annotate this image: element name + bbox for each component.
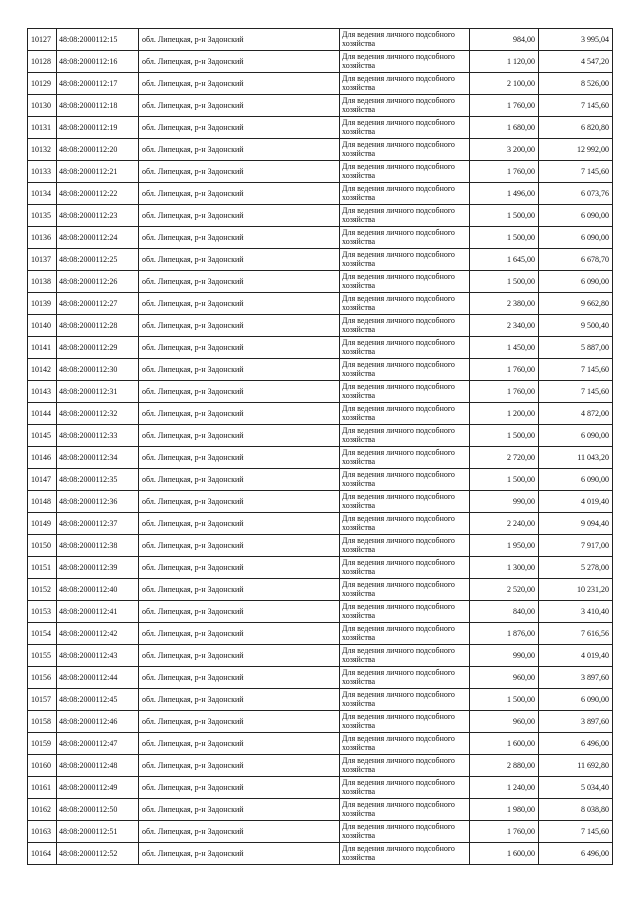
row-number-cell: 10127 [28, 29, 57, 51]
row-number-cell: 10135 [28, 205, 57, 227]
address-cell: обл. Липецкая, р-н Задонский [139, 491, 340, 513]
table-row [28, 337, 613, 359]
permitted-use-cell: Для ведения личного подсобного хозяйства [340, 117, 470, 139]
permitted-use-cell: Для ведения личного подсобного хозяйства [340, 645, 470, 667]
table-row [28, 73, 613, 95]
permitted-use-cell: Для ведения личного подсобного хозяйства [340, 733, 470, 755]
permitted-use-cell: Для ведения личного подсобного хозяйства [340, 271, 470, 293]
area-cell: 984,00 [470, 29, 539, 51]
area-cell: 1 500,00 [470, 689, 539, 711]
permitted-use-cell: Для ведения личного подсобного хозяйства [340, 579, 470, 601]
address-cell: обл. Липецкая, р-н Задонский [139, 711, 340, 733]
area-cell: 1 450,00 [470, 337, 539, 359]
table-row [28, 733, 613, 755]
address-cell: обл. Липецкая, р-н Задонский [139, 733, 340, 755]
row-number-cell: 10142 [28, 359, 57, 381]
cadastral-value-cell: 6 090,00 [539, 689, 613, 711]
row-number-cell: 10150 [28, 535, 57, 557]
address-cell: обл. Липецкая, р-н Задонский [139, 249, 340, 271]
area-cell: 1 760,00 [470, 381, 539, 403]
cadastral-value-cell: 11 692,80 [539, 755, 613, 777]
area-cell: 1 600,00 [470, 733, 539, 755]
cadastral-number-cell: 48:08:2000112:18 [57, 95, 139, 117]
area-cell: 990,00 [470, 491, 539, 513]
permitted-use-cell: Для ведения личного подсобного хозяйства [340, 139, 470, 161]
area-cell: 3 200,00 [470, 139, 539, 161]
cadastral-value-cell: 5 034,40 [539, 777, 613, 799]
address-cell: обл. Липецкая, р-н Задонский [139, 579, 340, 601]
address-cell: обл. Липецкая, р-н Задонский [139, 315, 340, 337]
cadastral-number-cell: 48:08:2000112:39 [57, 557, 139, 579]
table-row [28, 535, 613, 557]
permitted-use-cell: Для ведения личного подсобного хозяйства [340, 227, 470, 249]
cadastral-value-cell: 4 872,00 [539, 403, 613, 425]
cadastral-value-cell: 3 410,40 [539, 601, 613, 623]
table-row [28, 51, 613, 73]
permitted-use-cell: Для ведения личного подсобного хозяйства [340, 557, 470, 579]
permitted-use-cell: Для ведения личного подсобного хозяйства [340, 491, 470, 513]
area-cell: 2 880,00 [470, 755, 539, 777]
address-cell: обл. Липецкая, р-н Задонский [139, 117, 340, 139]
row-number-cell: 10140 [28, 315, 57, 337]
cadastral-value-cell: 7 145,60 [539, 821, 613, 843]
area-cell: 1 500,00 [470, 271, 539, 293]
cadastral-value-cell: 4 547,20 [539, 51, 613, 73]
row-number-cell: 10153 [28, 601, 57, 623]
document-page [27, 28, 612, 865]
permitted-use-cell: Для ведения личного подсобного хозяйства [340, 161, 470, 183]
table-row [28, 271, 613, 293]
cadastral-number-cell: 48:08:2000112:32 [57, 403, 139, 425]
permitted-use-cell: Для ведения личного подсобного хозяйства [340, 513, 470, 535]
cadastral-number-cell: 48:08:2000112:36 [57, 491, 139, 513]
row-number-cell: 10146 [28, 447, 57, 469]
table-row [28, 95, 613, 117]
permitted-use-cell: Для ведения личного подсобного хозяйства [340, 359, 470, 381]
area-cell: 1 876,00 [470, 623, 539, 645]
row-number-cell: 10161 [28, 777, 57, 799]
cadastral-value-cell: 6 090,00 [539, 425, 613, 447]
row-number-cell: 10162 [28, 799, 57, 821]
row-number-cell: 10151 [28, 557, 57, 579]
row-number-cell: 10154 [28, 623, 57, 645]
table-row [28, 689, 613, 711]
row-number-cell: 10155 [28, 645, 57, 667]
cadastral-value-cell: 7 917,00 [539, 535, 613, 557]
cadastral-number-cell: 48:08:2000112:28 [57, 315, 139, 337]
cadastral-number-cell: 48:08:2000112:52 [57, 843, 139, 865]
cadastral-number-cell: 48:08:2000112:33 [57, 425, 139, 447]
row-number-cell: 10132 [28, 139, 57, 161]
address-cell: обл. Липецкая, р-н Задонский [139, 359, 340, 381]
cadastral-number-cell: 48:08:2000112:41 [57, 601, 139, 623]
address-cell: обл. Липецкая, р-н Задонский [139, 73, 340, 95]
cadastral-value-cell: 6 073,76 [539, 183, 613, 205]
cadastral-number-cell: 48:08:2000112:17 [57, 73, 139, 95]
area-cell: 1 300,00 [470, 557, 539, 579]
cadastral-number-cell: 48:08:2000112:31 [57, 381, 139, 403]
address-cell: обл. Липецкая, р-н Задонский [139, 95, 340, 117]
table-row [28, 755, 613, 777]
table-row [28, 359, 613, 381]
cadastral-value-cell: 8 526,00 [539, 73, 613, 95]
cadastral-value-cell: 4 019,40 [539, 491, 613, 513]
area-cell: 1 760,00 [470, 161, 539, 183]
address-cell: обл. Липецкая, р-н Задонский [139, 205, 340, 227]
permitted-use-cell: Для ведения личного подсобного хозяйства [340, 425, 470, 447]
cadastral-value-cell: 6 496,00 [539, 843, 613, 865]
row-number-cell: 10147 [28, 469, 57, 491]
area-cell: 1 500,00 [470, 227, 539, 249]
address-cell: обл. Липецкая, р-н Задонский [139, 799, 340, 821]
cadastral-number-cell: 48:08:2000112:16 [57, 51, 139, 73]
permitted-use-cell: Для ведения личного подсобного хозяйства [340, 73, 470, 95]
area-cell: 1 950,00 [470, 535, 539, 557]
area-cell: 1 496,00 [470, 183, 539, 205]
cadastral-value-cell: 9 094,40 [539, 513, 613, 535]
cadastral-number-cell: 48:08:2000112:29 [57, 337, 139, 359]
area-cell: 1 760,00 [470, 359, 539, 381]
cadastral-value-cell: 9 662,80 [539, 293, 613, 315]
cadastral-number-cell: 48:08:2000112:47 [57, 733, 139, 755]
cadastral-value-cell: 12 992,00 [539, 139, 613, 161]
address-cell: обл. Липецкая, р-н Задонский [139, 403, 340, 425]
row-number-cell: 10159 [28, 733, 57, 755]
table-row [28, 249, 613, 271]
row-number-cell: 10144 [28, 403, 57, 425]
table-row [28, 161, 613, 183]
area-cell: 2 720,00 [470, 447, 539, 469]
permitted-use-cell: Для ведения личного подсобного хозяйства [340, 51, 470, 73]
address-cell: обл. Липецкая, р-н Задонский [139, 513, 340, 535]
address-cell: обл. Липецкая, р-н Задонский [139, 51, 340, 73]
area-cell: 990,00 [470, 645, 539, 667]
cadastral-value-cell: 5 887,00 [539, 337, 613, 359]
permitted-use-cell: Для ведения личного подсобного хозяйства [340, 29, 470, 51]
cadastral-number-cell: 48:08:2000112:43 [57, 645, 139, 667]
cadastral-number-cell: 48:08:2000112:19 [57, 117, 139, 139]
address-cell: обл. Липецкая, р-н Задонский [139, 271, 340, 293]
cadastral-value-cell: 7 145,60 [539, 161, 613, 183]
row-number-cell: 10164 [28, 843, 57, 865]
address-cell: обл. Липецкая, р-н Задонский [139, 161, 340, 183]
permitted-use-cell: Для ведения личного подсобного хозяйства [340, 337, 470, 359]
area-cell: 1 500,00 [470, 469, 539, 491]
cadastral-value-cell: 10 231,20 [539, 579, 613, 601]
permitted-use-cell: Для ведения личного подсобного хозяйства [340, 535, 470, 557]
area-cell: 1 600,00 [470, 843, 539, 865]
cadastral-number-cell: 48:08:2000112:20 [57, 139, 139, 161]
permitted-use-cell: Для ведения личного подсобного хозяйства [340, 447, 470, 469]
cadastral-number-cell: 48:08:2000112:38 [57, 535, 139, 557]
table-row [28, 513, 613, 535]
row-number-cell: 10137 [28, 249, 57, 271]
area-cell: 1 240,00 [470, 777, 539, 799]
cadastral-number-cell: 48:08:2000112:27 [57, 293, 139, 315]
address-cell: обл. Липецкая, р-н Задонский [139, 535, 340, 557]
row-number-cell: 10163 [28, 821, 57, 843]
area-cell: 2 340,00 [470, 315, 539, 337]
land-plots-table [27, 28, 613, 865]
address-cell: обл. Липецкая, р-н Задонский [139, 139, 340, 161]
area-cell: 1 760,00 [470, 95, 539, 117]
row-number-cell: 10129 [28, 73, 57, 95]
table-row [28, 227, 613, 249]
address-cell: обл. Липецкая, р-н Задонский [139, 623, 340, 645]
address-cell: обл. Липецкая, р-н Задонский [139, 843, 340, 865]
permitted-use-cell: Для ведения личного подсобного хозяйства [340, 95, 470, 117]
permitted-use-cell: Для ведения личного подсобного хозяйства [340, 205, 470, 227]
cadastral-value-cell: 7 145,60 [539, 359, 613, 381]
cadastral-value-cell: 7 145,60 [539, 381, 613, 403]
table-row [28, 205, 613, 227]
permitted-use-cell: Для ведения личного подсобного хозяйства [340, 689, 470, 711]
cadastral-number-cell: 48:08:2000112:24 [57, 227, 139, 249]
area-cell: 1 500,00 [470, 205, 539, 227]
row-number-cell: 10143 [28, 381, 57, 403]
area-cell: 1 200,00 [470, 403, 539, 425]
table-row [28, 645, 613, 667]
address-cell: обл. Липецкая, р-н Задонский [139, 557, 340, 579]
row-number-cell: 10130 [28, 95, 57, 117]
cadastral-value-cell: 6 090,00 [539, 227, 613, 249]
area-cell: 1 680,00 [470, 117, 539, 139]
address-cell: обл. Липецкая, р-н Задонский [139, 29, 340, 51]
cadastral-number-cell: 48:08:2000112:51 [57, 821, 139, 843]
cadastral-number-cell: 48:08:2000112:34 [57, 447, 139, 469]
row-number-cell: 10134 [28, 183, 57, 205]
cadastral-number-cell: 48:08:2000112:26 [57, 271, 139, 293]
row-number-cell: 10139 [28, 293, 57, 315]
address-cell: обл. Липецкая, р-н Задонский [139, 425, 340, 447]
address-cell: обл. Липецкая, р-н Задонский [139, 469, 340, 491]
address-cell: обл. Липецкая, р-н Задонский [139, 821, 340, 843]
address-cell: обл. Липецкая, р-н Задонский [139, 447, 340, 469]
cadastral-number-cell: 48:08:2000112:21 [57, 161, 139, 183]
cadastral-number-cell: 48:08:2000112:22 [57, 183, 139, 205]
cadastral-value-cell: 6 090,00 [539, 271, 613, 293]
cadastral-value-cell: 6 496,00 [539, 733, 613, 755]
permitted-use-cell: Для ведения личного подсобного хозяйства [340, 711, 470, 733]
row-number-cell: 10149 [28, 513, 57, 535]
table-row [28, 843, 613, 865]
row-number-cell: 10160 [28, 755, 57, 777]
permitted-use-cell: Для ведения личного подсобного хозяйства [340, 843, 470, 865]
area-cell: 960,00 [470, 667, 539, 689]
area-cell: 840,00 [470, 601, 539, 623]
cadastral-value-cell: 4 019,40 [539, 645, 613, 667]
cadastral-value-cell: 9 500,40 [539, 315, 613, 337]
table-row [28, 601, 613, 623]
table-row [28, 557, 613, 579]
table-row [28, 425, 613, 447]
area-cell: 2 380,00 [470, 293, 539, 315]
cadastral-number-cell: 48:08:2000112:35 [57, 469, 139, 491]
table-row [28, 315, 613, 337]
cadastral-value-cell: 8 038,80 [539, 799, 613, 821]
row-number-cell: 10136 [28, 227, 57, 249]
row-number-cell: 10148 [28, 491, 57, 513]
cadastral-value-cell: 3 897,60 [539, 711, 613, 733]
address-cell: обл. Липецкая, р-н Задонский [139, 601, 340, 623]
cadastral-value-cell: 5 278,00 [539, 557, 613, 579]
cadastral-number-cell: 48:08:2000112:25 [57, 249, 139, 271]
area-cell: 2 240,00 [470, 513, 539, 535]
row-number-cell: 10156 [28, 667, 57, 689]
permitted-use-cell: Для ведения личного подсобного хозяйства [340, 667, 470, 689]
cadastral-value-cell: 6 090,00 [539, 205, 613, 227]
table-row [28, 799, 613, 821]
row-number-cell: 10141 [28, 337, 57, 359]
permitted-use-cell: Для ведения личного подсобного хозяйства [340, 623, 470, 645]
permitted-use-cell: Для ведения личного подсобного хозяйства [340, 381, 470, 403]
table-row [28, 117, 613, 139]
cadastral-value-cell: 7 616,56 [539, 623, 613, 645]
permitted-use-cell: Для ведения личного подсобного хозяйства [340, 821, 470, 843]
address-cell: обл. Липецкая, р-н Задонский [139, 337, 340, 359]
cadastral-value-cell: 7 145,60 [539, 95, 613, 117]
cadastral-number-cell: 48:08:2000112:37 [57, 513, 139, 535]
cadastral-number-cell: 48:08:2000112:48 [57, 755, 139, 777]
address-cell: обл. Липецкая, р-н Задонский [139, 227, 340, 249]
cadastral-number-cell: 48:08:2000112:30 [57, 359, 139, 381]
cadastral-number-cell: 48:08:2000112:44 [57, 667, 139, 689]
cadastral-number-cell: 48:08:2000112:42 [57, 623, 139, 645]
area-cell: 2 520,00 [470, 579, 539, 601]
area-cell: 1 120,00 [470, 51, 539, 73]
cadastral-value-cell: 3 995,04 [539, 29, 613, 51]
cadastral-value-cell: 6 090,00 [539, 469, 613, 491]
table-row [28, 623, 613, 645]
row-number-cell: 10145 [28, 425, 57, 447]
cadastral-value-cell: 3 897,60 [539, 667, 613, 689]
address-cell: обл. Липецкая, р-н Задонский [139, 667, 340, 689]
row-number-cell: 10158 [28, 711, 57, 733]
table-row [28, 667, 613, 689]
address-cell: обл. Липецкая, р-н Задонский [139, 381, 340, 403]
table-row [28, 139, 613, 161]
address-cell: обл. Липецкая, р-н Задонский [139, 293, 340, 315]
cadastral-number-cell: 48:08:2000112:23 [57, 205, 139, 227]
row-number-cell: 10133 [28, 161, 57, 183]
cadastral-number-cell: 48:08:2000112:45 [57, 689, 139, 711]
row-number-cell: 10152 [28, 579, 57, 601]
table-row [28, 777, 613, 799]
permitted-use-cell: Для ведения личного подсобного хозяйства [340, 315, 470, 337]
permitted-use-cell: Для ведения личного подсобного хозяйства [340, 249, 470, 271]
address-cell: обл. Липецкая, р-н Задонский [139, 689, 340, 711]
table-row [28, 579, 613, 601]
area-cell: 960,00 [470, 711, 539, 733]
row-number-cell: 10138 [28, 271, 57, 293]
area-cell: 1 500,00 [470, 425, 539, 447]
table-row [28, 403, 613, 425]
area-cell: 1 760,00 [470, 821, 539, 843]
cadastral-value-cell: 6 678,70 [539, 249, 613, 271]
table-row [28, 447, 613, 469]
row-number-cell: 10128 [28, 51, 57, 73]
cadastral-value-cell: 6 820,80 [539, 117, 613, 139]
table-row [28, 293, 613, 315]
table-body [28, 29, 613, 865]
address-cell: обл. Липецкая, р-н Задонский [139, 777, 340, 799]
permitted-use-cell: Для ведения личного подсобного хозяйства [340, 755, 470, 777]
area-cell: 1 645,00 [470, 249, 539, 271]
permitted-use-cell: Для ведения личного подсобного хозяйства [340, 777, 470, 799]
cadastral-number-cell: 48:08:2000112:49 [57, 777, 139, 799]
cadastral-value-cell: 11 043,20 [539, 447, 613, 469]
address-cell: обл. Липецкая, р-н Задонский [139, 183, 340, 205]
table-row [28, 491, 613, 513]
table-row [28, 183, 613, 205]
permitted-use-cell: Для ведения личного подсобного хозяйства [340, 403, 470, 425]
cadastral-number-cell: 48:08:2000112:46 [57, 711, 139, 733]
address-cell: обл. Липецкая, р-н Задонский [139, 645, 340, 667]
area-cell: 1 980,00 [470, 799, 539, 821]
row-number-cell: 10131 [28, 117, 57, 139]
address-cell: обл. Липецкая, р-н Задонский [139, 755, 340, 777]
table-row [28, 821, 613, 843]
table-row [28, 381, 613, 403]
permitted-use-cell: Для ведения личного подсобного хозяйства [340, 293, 470, 315]
table-row [28, 29, 613, 51]
permitted-use-cell: Для ведения личного подсобного хозяйства [340, 799, 470, 821]
cadastral-number-cell: 48:08:2000112:50 [57, 799, 139, 821]
area-cell: 2 100,00 [470, 73, 539, 95]
permitted-use-cell: Для ведения личного подсобного хозяйства [340, 601, 470, 623]
table-row [28, 711, 613, 733]
permitted-use-cell: Для ведения личного подсобного хозяйства [340, 183, 470, 205]
cadastral-number-cell: 48:08:2000112:40 [57, 579, 139, 601]
row-number-cell: 10157 [28, 689, 57, 711]
cadastral-number-cell: 48:08:2000112:15 [57, 29, 139, 51]
table-row [28, 469, 613, 491]
permitted-use-cell: Для ведения личного подсобного хозяйства [340, 469, 470, 491]
